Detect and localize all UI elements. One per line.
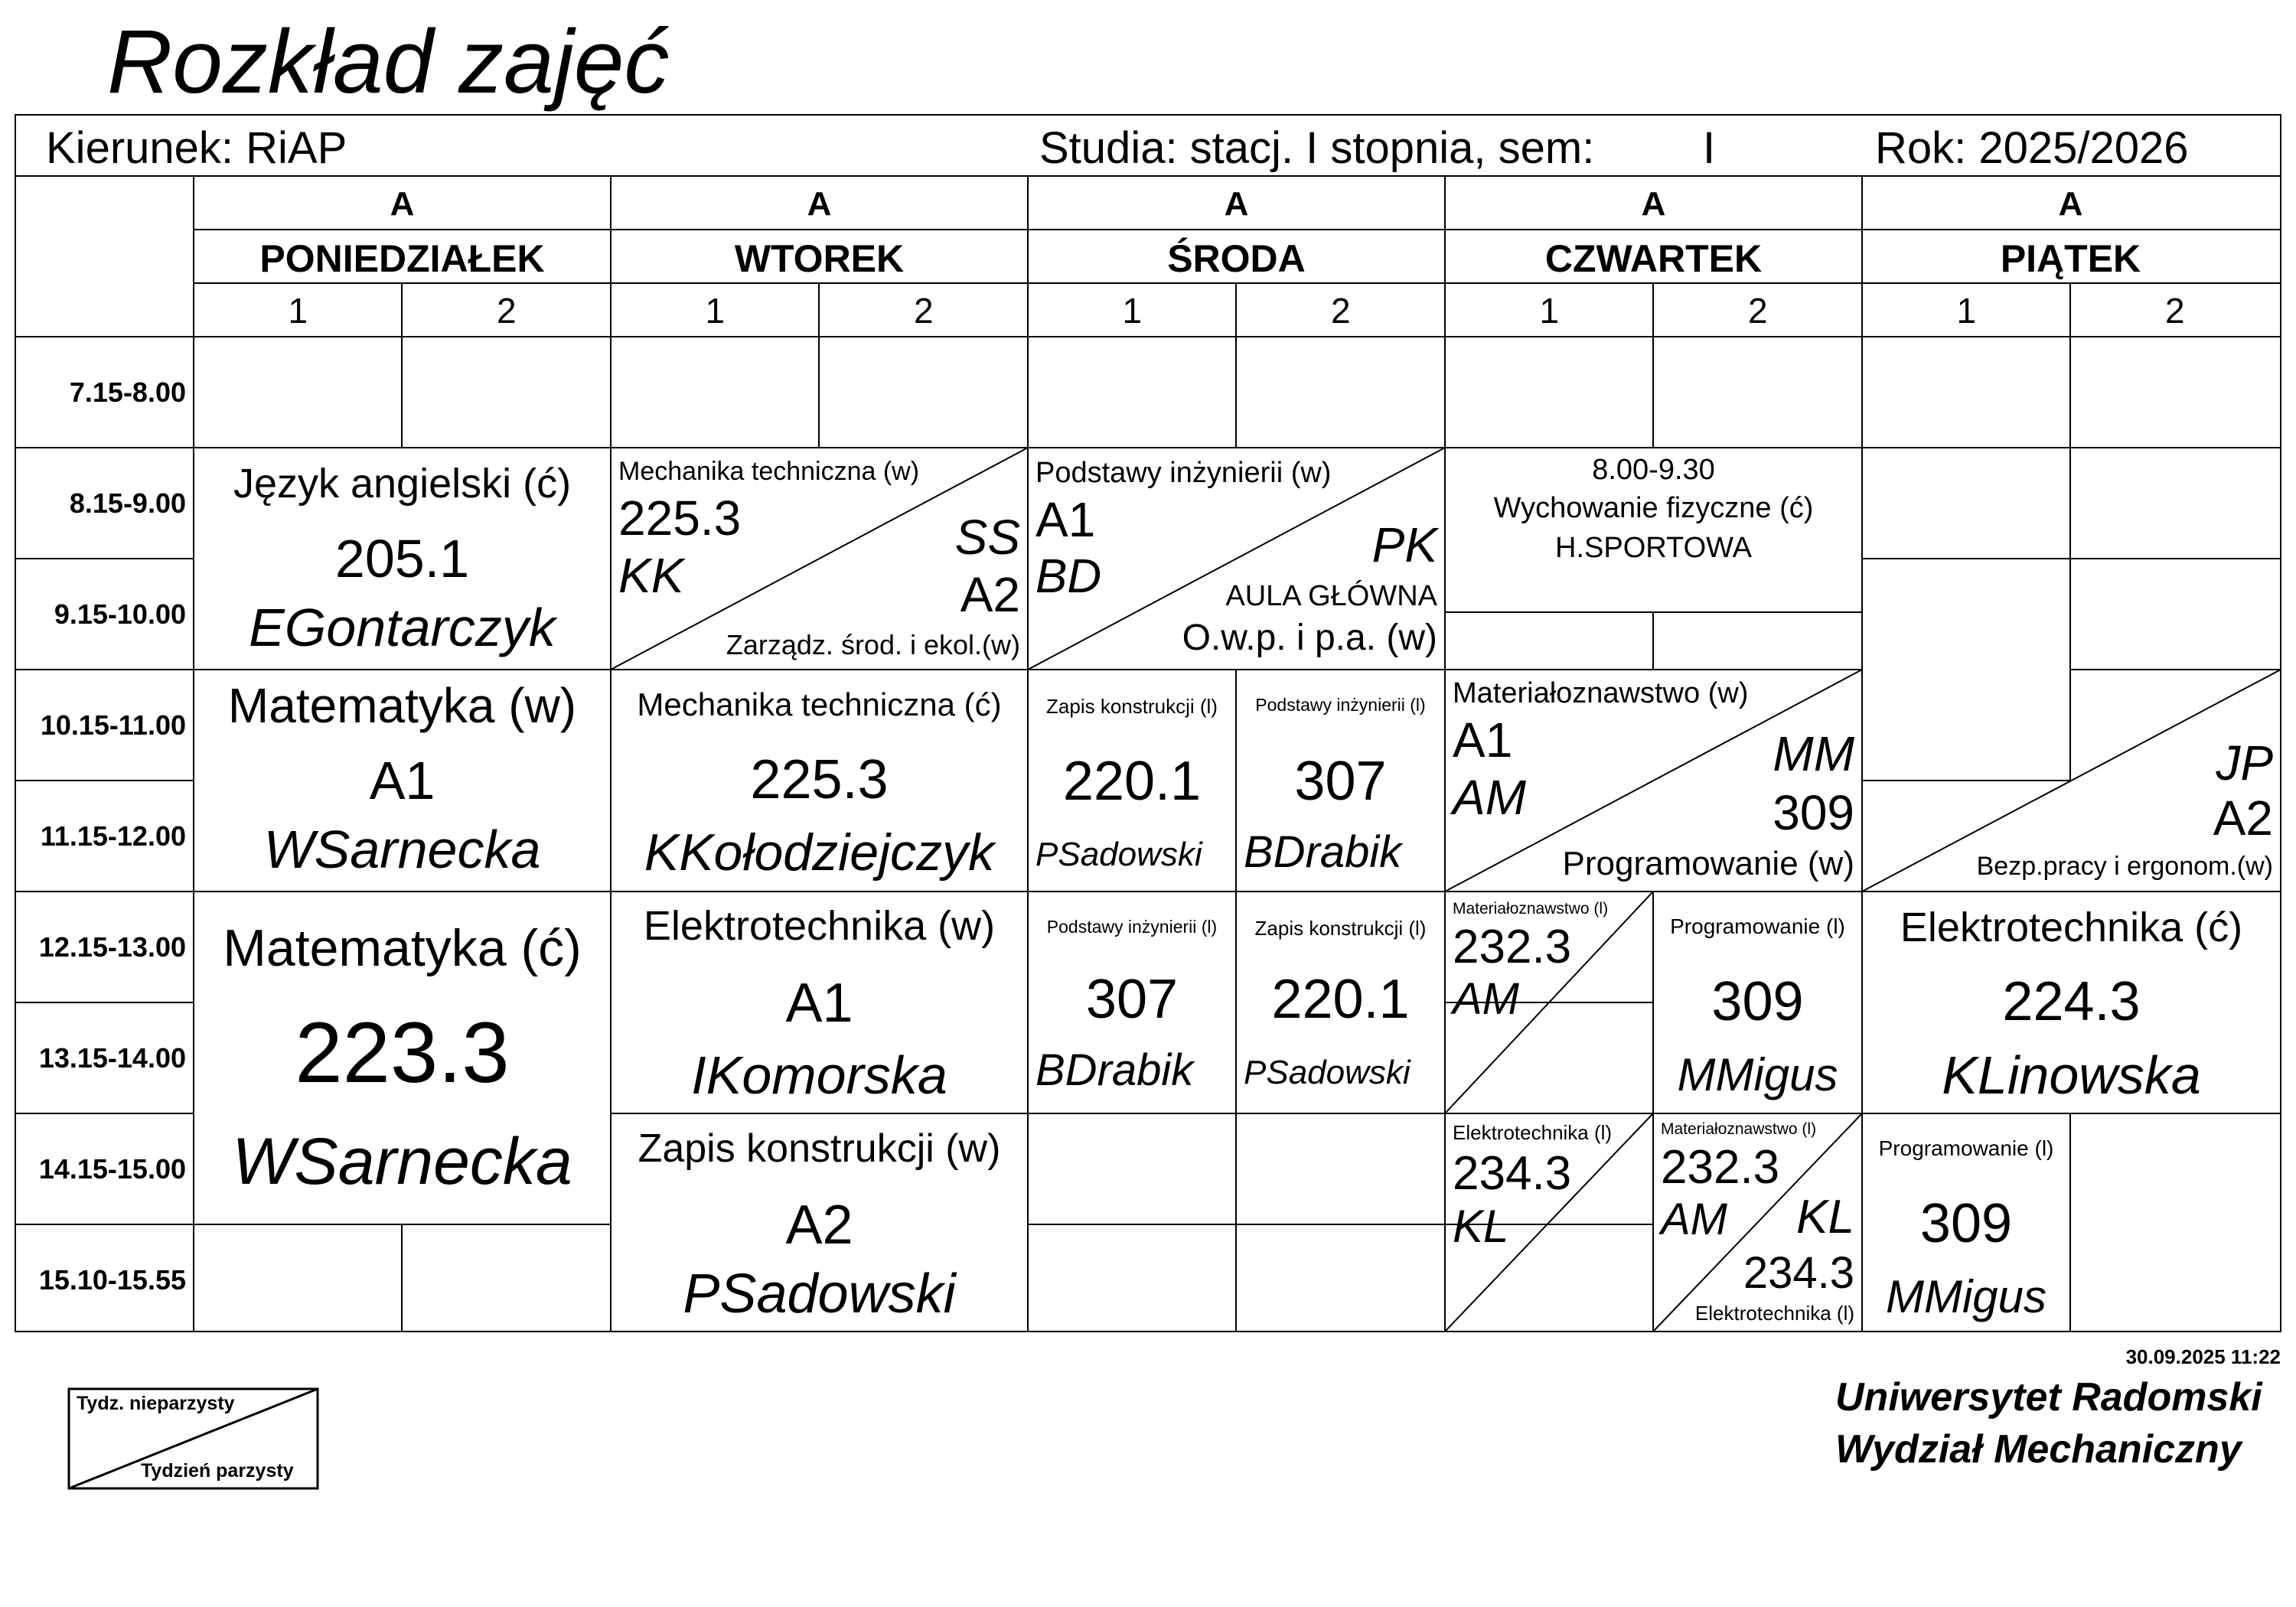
odd-room: 232.3 — [1661, 1141, 1780, 1194]
room: 307 — [1085, 969, 1179, 1030]
subject: Wychowanie fizyczne (ć) — [1493, 492, 1814, 524]
teacher: WSarnecka — [232, 1125, 572, 1198]
class-programowanie-l-czw[interactable] — [1653, 892, 1862, 1113]
teacher: MMigus — [1677, 1049, 1838, 1100]
class-sr-split[interactable] — [1028, 448, 1445, 670]
class-czw-split[interactable] — [1445, 670, 1862, 892]
room: H.SPORTOWA — [1555, 532, 1752, 564]
subject: Matematyka (w) — [227, 678, 577, 733]
odd-teacher: AM — [1453, 770, 1526, 825]
subject: Programowanie (l) — [1878, 1136, 2054, 1160]
subject: Elektrotechnika (w) — [643, 903, 996, 949]
subject: Matematyka (ć) — [223, 919, 582, 977]
teacher: AM — [1453, 974, 1519, 1024]
day-name: PIĄTEK — [2000, 237, 2141, 280]
class-wt-split[interactable] — [611, 448, 1028, 670]
even-room: A2 — [2213, 790, 2273, 846]
odd-room: 225.3 — [618, 491, 742, 546]
day-group: A — [2058, 185, 2083, 223]
page-title: Rozkład zajęć — [107, 11, 670, 112]
room: 223.3 — [295, 1005, 510, 1100]
odd-room: A1 — [1453, 712, 1513, 768]
time-slot-label: 12.15-13.00 — [38, 931, 186, 963]
subject: Zapis konstrukcji (l) — [1254, 917, 1427, 940]
subgroup-label: 2 — [2164, 291, 2185, 331]
even-teacher: JP — [2216, 735, 2273, 790]
studia-label: Studia: stacj. I stopnia, sem: — [1039, 123, 1595, 173]
class-mechanika-c[interactable] — [611, 670, 1028, 892]
subgroup-label: 1 — [288, 291, 308, 331]
subgroup-label: 1 — [1956, 291, 1977, 331]
class-czw-split2[interactable] — [1653, 1113, 1862, 1332]
room: 309 — [1919, 1193, 2013, 1254]
even-teacher: PK — [1371, 517, 1437, 572]
subject: Materiałoznawstwo (l) — [1453, 900, 1609, 918]
teacher: PSadowski — [1035, 836, 1202, 873]
subject: Podstawy inżynierii (l) — [1046, 917, 1218, 937]
day-group: A — [807, 185, 832, 223]
subject: Mechanika techniczna (ć) — [637, 686, 1002, 722]
class-podstawy-inzynierii-l-2[interactable] — [1236, 670, 1445, 892]
teacher: EGontarczyk — [249, 598, 556, 657]
room: A1 — [785, 973, 853, 1034]
university-name: Uniwersytet Radomski — [1835, 1375, 2262, 1420]
room: 234.3 — [1453, 1147, 1572, 1200]
teacher: KKołodziejczyk — [644, 823, 995, 882]
room: 220.1 — [1062, 751, 1202, 812]
even-teacher: MM — [1773, 726, 1854, 781]
room: 309 — [1711, 971, 1804, 1032]
teacher: WSarnecka — [263, 820, 541, 879]
time-slot-label: 7.15-8.00 — [69, 376, 186, 408]
subject: Język angielski (ć) — [233, 461, 572, 507]
even-subject: O.w.p. i p.a. (w) — [1182, 618, 1437, 658]
subject: Elektrotechnika (l) — [1453, 1121, 1613, 1144]
room: 205.1 — [334, 529, 470, 588]
class-elektrotechnika-c[interactable] — [1862, 892, 2281, 1113]
day-name: CZWARTEK — [1544, 237, 1763, 280]
time-slot-label: 8.15-9.00 — [69, 487, 186, 519]
subject: Zapis konstrukcji (l) — [1046, 695, 1218, 718]
teacher: PSadowski — [683, 1263, 956, 1325]
day-name: PONIEDZIAŁEK — [259, 237, 545, 280]
teacher: MMigus — [1885, 1271, 2047, 1322]
class-zapis-konstrukcji-l-1[interactable] — [1028, 670, 1236, 892]
teacher: IKomorska — [691, 1045, 947, 1105]
day-group: A — [1641, 185, 1666, 223]
time-slot-label: 14.15-15.00 — [38, 1153, 186, 1185]
day-group: A — [390, 185, 415, 223]
class-podstawy-inzynierii-l-1[interactable] — [1028, 892, 1236, 1113]
time-slot-label: 11.15-12.00 — [40, 820, 186, 852]
subgroup-label: 2 — [913, 291, 934, 331]
subject: Zapis konstrukcji (w) — [638, 1126, 1001, 1171]
subgroup-label: 2 — [1330, 291, 1351, 331]
odd-subject: Materiałoznawstwo (w) — [1453, 677, 1749, 709]
even-subject: Zarządz. środ. i ekol.(w) — [726, 629, 1020, 660]
odd-teacher: AM — [1661, 1195, 1727, 1244]
class-zapis-konstrukcji-l-2[interactable] — [1236, 892, 1445, 1113]
subject: Elektrotechnika (ć) — [1900, 905, 2243, 950]
class-materialoznawstwo-l[interactable] — [1445, 892, 1653, 1113]
room: A2 — [785, 1195, 853, 1256]
room: 307 — [1294, 751, 1387, 812]
room: 225.3 — [750, 749, 889, 810]
class-bezp-pracy[interactable] — [1862, 670, 2281, 892]
time-slot-label: 10.15-11.00 — [40, 709, 186, 741]
even-teacher: SS — [954, 510, 1020, 565]
even-room: A2 — [960, 567, 1020, 622]
even-room: 309 — [1773, 785, 1854, 840]
day-group: A — [1224, 185, 1249, 223]
legend-odd: Tydz. nieparzysty — [77, 1393, 235, 1414]
subject: Podstawy inżynierii (l) — [1255, 695, 1426, 715]
teacher: KLinowska — [1942, 1045, 2201, 1105]
class-matematyka-w[interactable] — [194, 670, 611, 892]
class-jezyk-angielski[interactable] — [194, 448, 611, 670]
class-elektrotechnika-w[interactable] — [611, 892, 1028, 1113]
kierunek-label: Kierunek: RiAP — [46, 123, 347, 173]
time-slot-label: 15.10-15.55 — [38, 1264, 186, 1296]
odd-teacher: BD — [1035, 550, 1102, 603]
odd-teacher: KK — [618, 548, 684, 603]
semester-value: I — [1703, 123, 1716, 173]
subgroup-label: 1 — [1539, 291, 1560, 331]
subgroup-label: 1 — [1122, 291, 1143, 331]
class-elektrotechnika-l[interactable] — [1445, 1113, 1653, 1332]
odd-subject: Mechanika techniczna (w) — [618, 457, 920, 486]
odd-room: A1 — [1035, 492, 1096, 547]
room: 220.1 — [1271, 969, 1410, 1030]
room: 224.3 — [2002, 971, 2141, 1032]
time-slot-label: 9.15-10.00 — [54, 598, 186, 630]
class-programowanie-l-pt[interactable] — [1862, 1113, 2070, 1332]
teacher: PSadowski — [1244, 1054, 1411, 1091]
day-name: ŚRODA — [1167, 237, 1306, 280]
class-wychowanie-fizyczne[interactable] — [1445, 448, 1862, 612]
even-subject: Bezp.pracy i ergonom.(w) — [1976, 852, 2273, 881]
teacher: KL — [1453, 1201, 1509, 1252]
odd-subject: Podstawy inżynierii (w) — [1035, 457, 1332, 489]
legend-even: Tydzień parzysty — [141, 1460, 294, 1482]
room: 232.3 — [1453, 921, 1572, 973]
even-teacher: KL — [1796, 1191, 1854, 1244]
class-time: 8.00-9.30 — [1592, 454, 1715, 486]
day-name: WTOREK — [734, 237, 905, 280]
class-matematyka-c[interactable] — [194, 892, 611, 1224]
time-slot-label: 13.15-14.00 — [38, 1042, 186, 1074]
even-subject: Elektrotechnika (l) — [1694, 1302, 1854, 1325]
teacher: BDrabik — [1035, 1045, 1194, 1095]
room: A1 — [369, 751, 435, 810]
odd-subject: Materiałoznawstwo (l) — [1661, 1120, 1817, 1138]
subject: Programowanie (l) — [1670, 914, 1845, 938]
even-room: AULA GŁÓWNA — [1225, 580, 1437, 612]
year-label: Rok: 2025/2026 — [1875, 123, 2189, 173]
subgroup-label: 1 — [705, 291, 726, 331]
subgroup-label: 2 — [496, 291, 517, 331]
even-room: 234.3 — [1743, 1248, 1854, 1298]
faculty-name: Wydział Mechaniczny — [1835, 1427, 2242, 1472]
subgroup-label: 2 — [1747, 291, 1768, 331]
even-subject: Programowanie (w) — [1562, 845, 1854, 882]
teacher: BDrabik — [1244, 827, 1402, 877]
timestamp: 30.09.2025 11:22 — [2125, 1345, 2281, 1368]
class-zapis-konstrukcji-w[interactable] — [611, 1113, 1028, 1332]
